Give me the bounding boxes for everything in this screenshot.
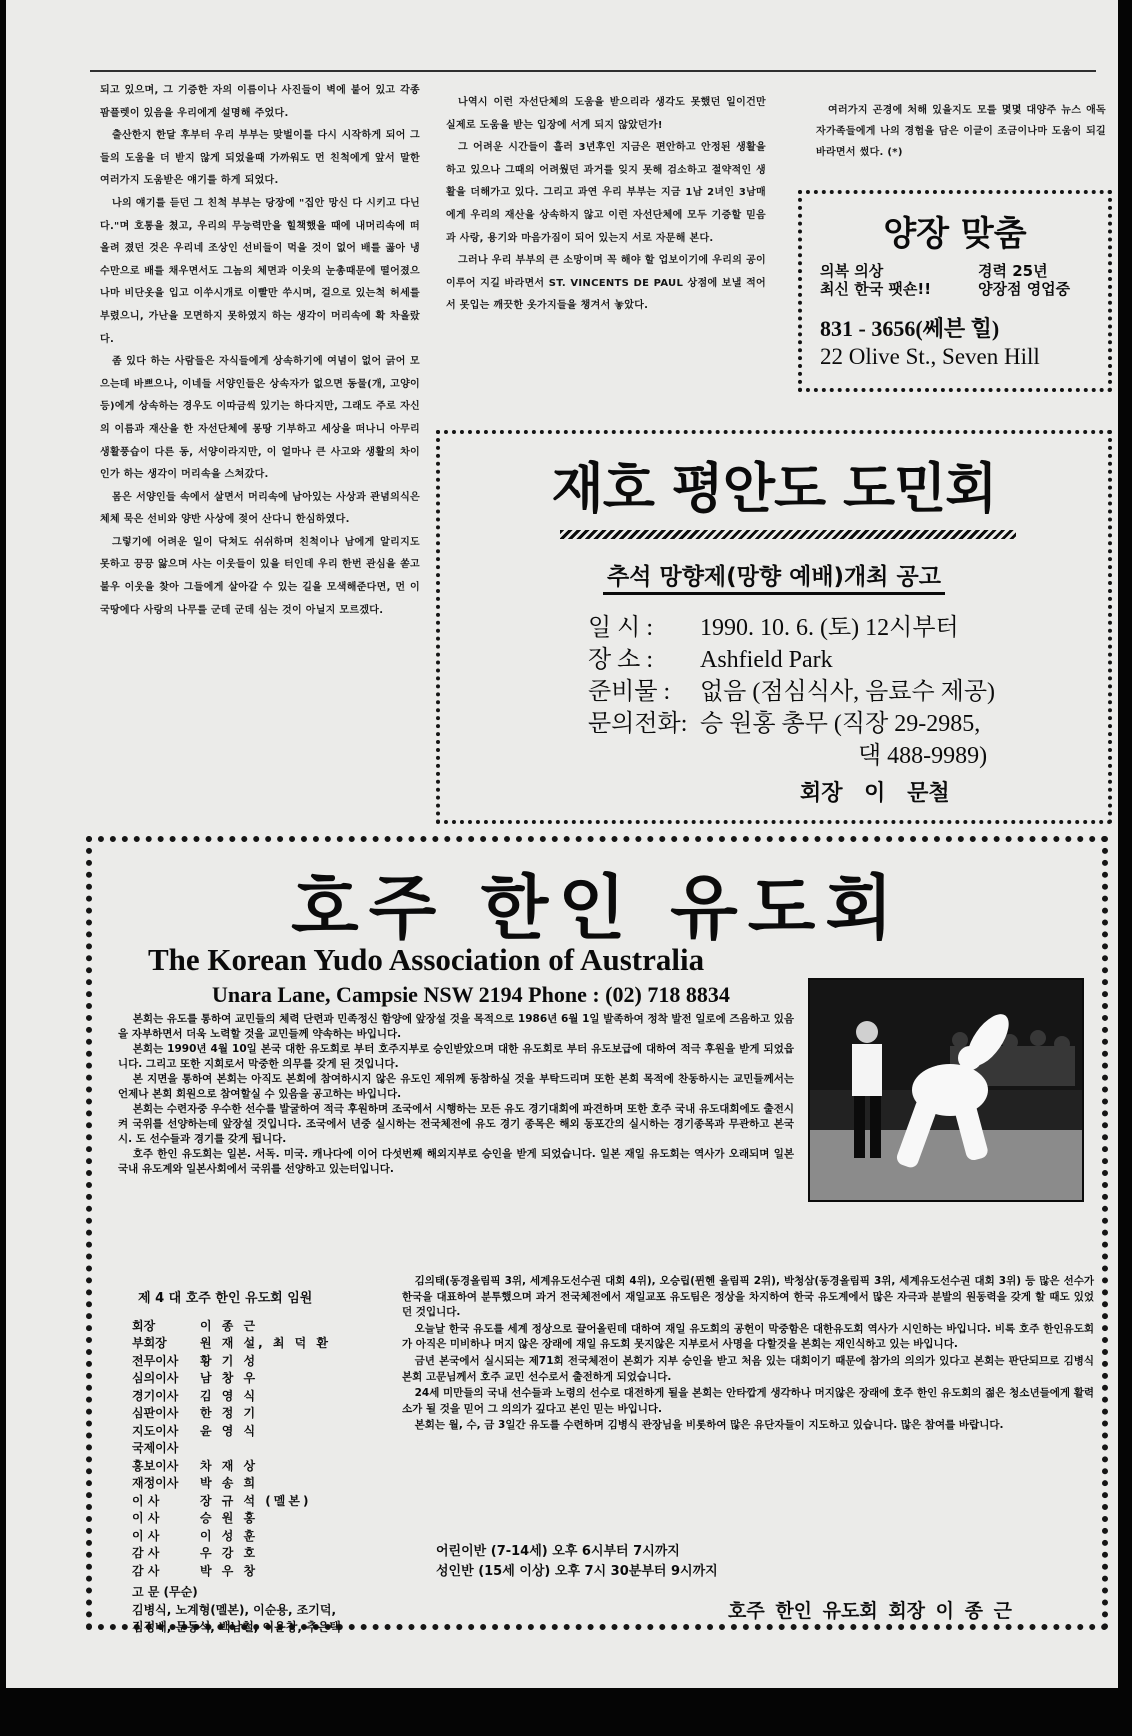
officer-role: 심판이사 (132, 1406, 179, 1420)
officer-name: 원 재 설, 최 덕 환 (200, 1336, 331, 1350)
place-row (588, 644, 995, 676)
paragraph: 좀 있다 하는 사람들은 자식들에게 상속하기에 여념이 없어 긁어 모으는데 바쁘으나, 이네들 서양인들은 상속자가 없으면 동물(개, 고양이등)에게 상속하는 경우도 이따금씩 있기는 하다지만, 그래도 주로 자신의 이름과 재산을 한 자선단체에 몽땅 기부하고 세상을 떠나니 아무리 생활풍습이 다른 동, 서양이라지만, 이 얼마나 큰 사고와 생활의 차이인가 하는 생각이 머리속을 스쳐갔다. (100, 356, 420, 481)
paragraph: 본회는 1990년 4월 10일 본국 대한 유도회로 부터 호주지부로 승인받았으며 대한 유도회로 부터 유도보급에 대하여 적극 후원을 받게 되었읍니다. 그리고 또한 지회로서 막중한 의무를 갖게 된 것입니다. (118, 1043, 794, 1070)
top-rule (90, 70, 1096, 72)
officer-row (132, 1335, 392, 1353)
pyongan-notice (436, 430, 1112, 824)
notice-president: 회장 이 문철 (800, 781, 950, 806)
officer-role: 이 사 (132, 1511, 160, 1525)
officer-name: 한 정 기 (200, 1406, 259, 1420)
paragraph: 여러가지 곤경에 처해 있을지도 모를 몇몇 대양주 뉴스 애독자가족들에게 나의 경험을 담은 이글이 조금이나마 도움이 되길 바라면서 썼다. (*) (816, 105, 1106, 158)
officer-name: 윤 영 식 (200, 1423, 259, 1438)
yudo-association-ad (86, 836, 1108, 1634)
prep-value: 없음 (점심식사, 음료수 제공) (700, 679, 996, 705)
place-value: Ashfield Park (700, 647, 833, 673)
adult-class: 성인반 (15세 이상) 오후 7시 30분부터 9시까지 (436, 1564, 718, 1579)
officer-role: 지도이사 (132, 1423, 179, 1438)
notice-title: 재호 평안도 도민회 (551, 457, 997, 520)
officer-row (132, 1528, 392, 1546)
paragraph: 24세 미만들의 국내 선수들과 노령의 선수로 대전하게 될을 본회는 안타깝게 생각하나 머지않은 장래에 호주 한인 유도회의 젊은 청소년들에게 활력소가 될 것을 믿어 그 의의가 깊다고 본인 믿는 바입니다. (402, 1387, 1094, 1415)
yudo-signature: 호주 한인 유도회 회장 이 종 근 (728, 1600, 1012, 1622)
paragraph: 본회는 유도를 통하여 교민들의 체력 단련과 민족정신 함양에 앞장설 것을 목적으로 1986년 6월 1일 발족하여 정착 발전 일로에 즈음하고 있음을 자부하면서 더욱 노력할 것을 교민들께 약속하는 바입니다. (118, 1013, 794, 1040)
ad-title: 양장 맞춤 (883, 214, 1027, 254)
officer-name: 승 원 홍 (200, 1511, 259, 1525)
officer-role: 홍보이사 (132, 1458, 179, 1473)
officer-role: 전무이사 (132, 1353, 179, 1368)
officer-role: 감 사 (132, 1546, 160, 1560)
officer-row (132, 1388, 392, 1406)
officer-role: 경기이사 (132, 1388, 179, 1403)
officer-name: 남 창 우 (200, 1371, 259, 1385)
paragraph: 김의태(동경올림픽 3위, 세계유도선수권 대회 4위), 오승립(뮌헨 올림픽 2위), 박청삼(동경올림픽 3위, 세계유도선수권 대회 3위) 등 많은 선수가 한국을 대표하여 분투했으며 과거 전국체전에서 재일교포 유도팀은 정상을 차지하여 한국 유도계에서 많은 자극과 분발의 원동력을 갖게 할 때도 있었던 것입니다. (402, 1275, 1094, 1319)
article-column-3 (816, 100, 1106, 163)
officer-name: 이 성 훈 (200, 1528, 259, 1543)
officer-row (132, 1510, 392, 1528)
tailor-ad (798, 190, 1112, 392)
officer-name: 황 기 성 (200, 1353, 259, 1368)
officer-role: 부회장 (132, 1336, 167, 1350)
yudo-intro (118, 1012, 794, 1177)
officer-role: 재정이사 (132, 1476, 179, 1490)
officer-name: 이 종 근 (200, 1318, 259, 1333)
date-label: 일 시 : (588, 615, 654, 641)
advisors-line: 김정배, 문동석, 백남철, 이윤창, 추은택 (132, 1620, 341, 1634)
officer-row (132, 1563, 392, 1581)
prep-label: 준비물 : (588, 679, 671, 705)
newspaper-page (6, 0, 1118, 1688)
paragraph: 오늘날 한국 유도를 세계 정상으로 끌어올린데 대하여 재일 유도회의 공헌이 막중함은 대한유도회 역사가 시인하는 바입니다. 비록 호주 한인유도회가 아직은 미비하나 머지 않은 장래에 재일 유도회 못지않은 지부로서 사명을 다할것을 본회는 재인식하고 있는 바입니다. (402, 1322, 1094, 1351)
officer-row (132, 1493, 392, 1511)
officer-name: 우 강 호 (200, 1546, 259, 1560)
paragraph: 금년 본국에서 실시되는 제71회 전국체전이 본회가 지부 승인을 받고 처음 있는 대회이기 때문에 참가의 의의가 있다고 본회는 판단되므로 김병식 본회 고문님께서 호주 교민 선수로서 출전하게 되었습니다. (402, 1354, 1094, 1383)
paragraph: 그 어려운 시간들이 흘러 3년후인 지금은 편안하고 안정된 생활을 하고 있으나 그때의 어려웠던 과거를 잊지 못해 검소하고 절약적인 생활을 더해가고 있다. 그리고 과연 우리 부부는 지금 1남 2녀인 3남매에게 우리의 재산을 상속하지 않고 이런 자선단체에 모두 기증할 믿음과 사랑, 용기와 마음가짐이 되어 있는지 서로 자문해 본다. (446, 142, 766, 244)
officer-row (132, 1475, 392, 1493)
officer-row (132, 1440, 392, 1458)
judo-photo-illustration (810, 980, 1082, 1200)
notice-subtitle-text: 추석 망향제(망향 예배)개최 공고 (603, 564, 945, 595)
officer-name: 박 송 희 (200, 1476, 259, 1490)
article-column-2 (446, 92, 766, 318)
ad-line-left-1: 의복 의상 (820, 262, 884, 280)
contact-row (588, 708, 995, 740)
yudo-title: 호주 한인 유도회 (290, 867, 904, 949)
paragraph: 본 지면을 통하여 본회는 아직도 본회에 참여하시지 않은 유도인 제위께 동참하실 것을 부탁드리며 또한 본회 목적에 찬동하시는 교민들께서는 언제나 본회 회원으로 참여할실 수 있음을 공고하는 바입니다. (118, 1073, 794, 1100)
paragraph: 나역시 이런 자선단체의 도움을 받으리라 생각도 못했던 일이건만 실제로 도움을 받는 입장에 서게 되지 않았던가! (446, 97, 766, 131)
yudo-history (402, 1274, 1094, 1435)
contact-value: 승 원홍 총무 (직장 29-2985, (700, 711, 981, 737)
officer-row (132, 1458, 392, 1476)
paragraph: 출산한지 한달 후부터 우리 부부는 맞벌이를 다시 시작하게 되어 그들의 도움을 더 받지 않게 되었을때 가까워도 먼 친척에게 앞서 말한 여러가지 도움받은 얘기를 하게 되었다. (100, 130, 420, 187)
date-value: 1990. 10. 6. (토) 12시부터 (700, 615, 959, 641)
officers-heading: 제 4 대 호주 한인 유도회 임원 (138, 1291, 313, 1306)
officer-name: 박 우 창 (200, 1563, 259, 1578)
officer-row (132, 1405, 392, 1423)
officer-role: 심의이사 (132, 1371, 179, 1385)
officers-list (132, 1290, 392, 1637)
officer-name: 차 재 상 (200, 1458, 259, 1473)
officer-row (132, 1353, 392, 1371)
contact-home: 댁 488-9989) (858, 743, 988, 769)
ad-address: 22 Olive St., Seven Hill (820, 344, 1040, 369)
officer-row (132, 1545, 392, 1563)
paragraph: 그러나 우리 부부의 큰 소망이며 꼭 해야 할 업보이기에 우리의 공이 이루어 지길 바라면서 ST. VINCENTS DE PAUL 상점에 보낼 적어서 못입는 깨끗한 옷가지들을 챙겨서 놓았다. (446, 255, 766, 312)
ad-line-right-2: 양장점 영업중 (978, 280, 1071, 298)
paragraph: 되고 있으며, 그 기증한 자의 이름이나 사진들이 벽에 붙어 있고 각종 팜플렛이 있음을 우리에게 설명해 주었다. (100, 85, 420, 119)
officer-role: 이 사 (132, 1493, 160, 1508)
officer-name: 장 규 석 (멜본) (200, 1493, 312, 1508)
paragraph: 그렇기에 어려운 일이 닥쳐도 쉬쉬하며 친척이나 남에게 알리지도 못하고 끙끙 앓으며 사는 이웃들이 있을 터인데 우리 한번 관심을 쏟고 불우 이웃을 찾아 그들에게 살아갈 수 있는 길을 모색해준다면, 먼 이국땅에다 사랑의 나무를 군데 군데 심는 것이 아닐지 모르겠다. (100, 536, 420, 616)
notice-subtitle (440, 558, 1108, 591)
officer-role: 국제이사 (132, 1441, 179, 1455)
officer-role: 이 사 (132, 1528, 160, 1543)
advisors-line: 김병식, 노계형(멜본), 이순용, 조기덕, (132, 1602, 337, 1617)
officer-role: 회장 (132, 1318, 156, 1333)
officer-row (132, 1370, 392, 1388)
article-column-1 (100, 80, 420, 622)
officer-row (132, 1318, 392, 1336)
judo-match-photo (808, 978, 1084, 1202)
date-row (588, 612, 995, 644)
contact-label: 문의전화: (588, 711, 688, 737)
paragraph: 나의 얘기를 듣던 그 친척 부부는 당장에 "집안 망신 다 시키고 다닌다."며 호통을 쳤고, 우리의 무능력만을 힐책했을 때에 내머리속에 떠올려 졌던 것은 우리네 조상인 선비들이 먹을 것이 없어 배를 곯아 냉수만으로 배를 채우면서도 그놈의 체면과 이웃의 눈총때문에 떨어졌으나마 비단옷을 입고 이쑤시개로 이빨만 쑤시며, 걸으로 있는척 허세를 부렸으니, 가난을 모면하지 못하였지 하는 생각이 머리속에 확 차올랐다. (100, 197, 420, 345)
ad-phone: 831 - 3656(쎄븐 힐) (820, 316, 1000, 341)
officer-row (132, 1423, 392, 1441)
kids-class: 어린이반 (7-14세) 오후 6시부터 7시까지 (436, 1544, 680, 1559)
paragraph: 본회는 월, 수, 금 3일간 유도를 수련하며 김병식 관장님을 비롯하여 많은 유단자들이 지도하고 있습니다. 많은 참여를 바랍니다. (414, 1419, 1004, 1432)
paragraph: 몸은 서양인들 속에서 살면서 머리속에 남아있는 사상과 관념의식은 체체 묵은 선비와 양반 사상에 젖어 산다니 한심하였다. (100, 491, 420, 526)
yudo-address: Unara Lane, Campsie NSW 2194 Phone : (02) 718 8834 (212, 982, 730, 1007)
hatched-divider (560, 530, 1016, 539)
paragraph: 본회는 수련자중 우수한 선수를 발굴하여 적극 후원하며 조국에서 시행하는 모든 유도 경기대회에 파견하며 또한 호주 국내 유도대회에도 출전시켜 국위를 선양하는데 앞장설 것입니다. 조국에서 년중 실시하는 전국체전에 유도 경기 종목은 해외 동포간의 실시하는 경기종목과 무관하고 본국 시. 도 선수들과 경기를 갖게 됩니다. (118, 1103, 794, 1145)
ad-line-left-2: 최신 한국 팻숀!! (820, 280, 932, 298)
yudo-english-name: The Korean Yudo Association of Australia (148, 942, 705, 977)
place-label: 장 소 : (588, 647, 654, 673)
advisors-label: 고 문 (무순) (132, 1585, 198, 1599)
officer-name: 김 영 식 (200, 1388, 259, 1403)
ad-line-right-1: 경력 25년 (978, 262, 1048, 280)
class-schedule (436, 1542, 718, 1582)
notice-details (588, 612, 995, 772)
officer-role: 감 사 (132, 1563, 160, 1578)
paragraph: 호주 한인 유도회는 일본. 서독. 미국. 캐나다에 이어 다섯번째 해외지부로 승인을 받게 되었습니다. 일본 재일 유도회는 역사가 오래되며 일본 국내 유도계와 일본사회에서 국위를 선양하고 있는터입니다. (118, 1148, 794, 1175)
prep-row (588, 676, 995, 708)
